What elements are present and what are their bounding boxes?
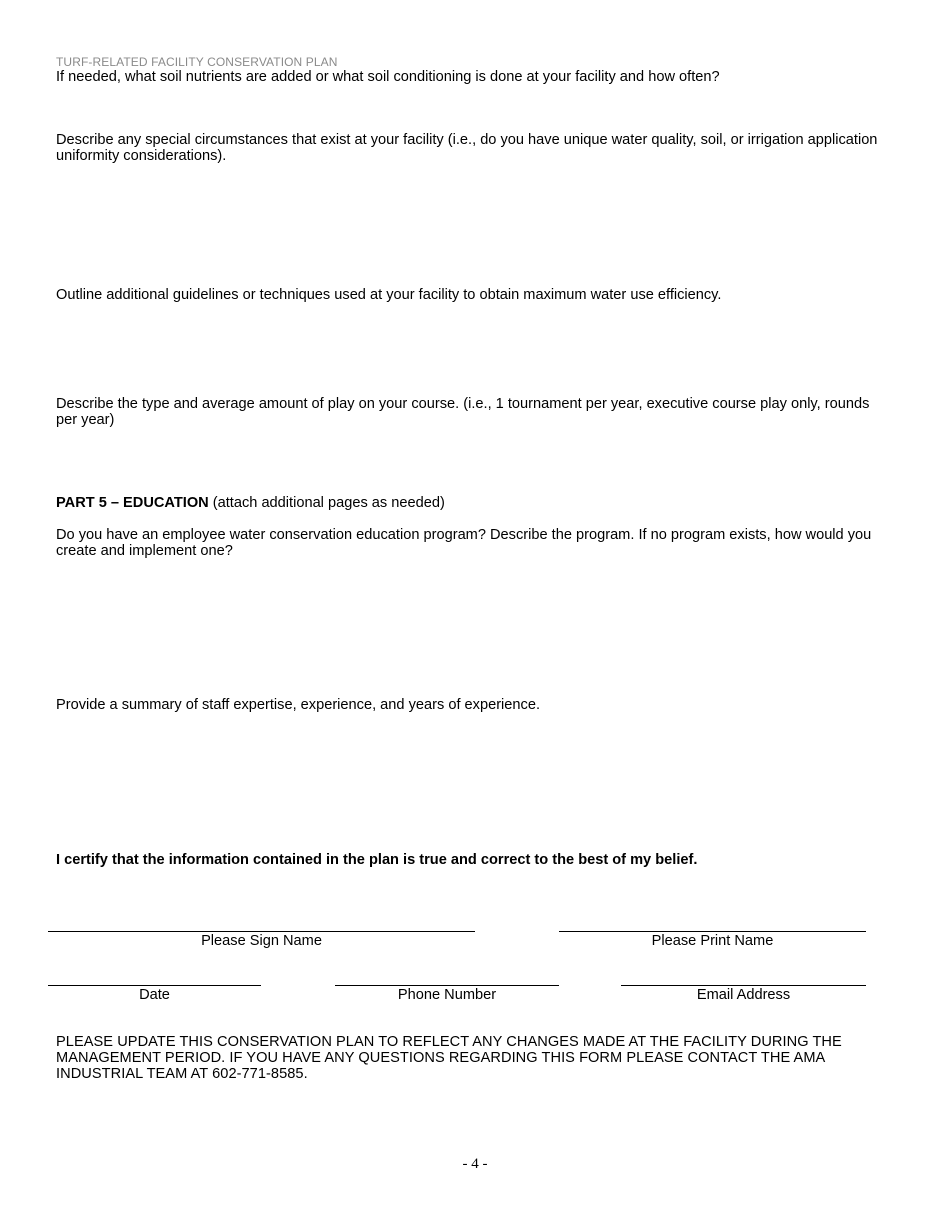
question-additional-guidelines: Outline additional guidelines or techniques used at your facility to obtain maximum water use efficiency. xyxy=(56,287,722,303)
date-label: Date xyxy=(139,987,170,1003)
part5-heading xyxy=(56,495,894,511)
email-label: Email Address xyxy=(696,987,791,1003)
question-type-of-play: Describe the type and average amount of play on your course. (i.e., 1 tournament per year, executive course play only, rounds per year) xyxy=(56,396,870,428)
update-notice: PLEASE UPDATE THIS CONSERVATION PLAN TO REFLECT ANY CHANGES MADE AT THE FACILITY DURING THE MANAGEMENT PERIOD. IF YOU HAVE ANY QUESTIONS REGARDING THIS FORM PLEASE CONTACT THE AMA INDUSTRIAL TEAM AT 602-771-8585. xyxy=(56,1034,842,1082)
sign-name-label: Please Sign Name xyxy=(201,933,322,949)
email-line xyxy=(621,985,866,986)
question-soil-nutrients: If needed, what soil nutrients are added or what soil conditioning is done at your facility and how often? xyxy=(56,69,720,85)
sign-name-line xyxy=(48,931,475,932)
part5-note: (attach additional pages as needed) xyxy=(208,495,445,511)
question-education-program: Do you have an employee water conservation education program? Describe the program. If no program exists, how would you create and implement one? xyxy=(56,527,872,559)
page-header: TURF-RELATED FACILITY CONSERVATION PLAN xyxy=(56,55,338,69)
part5-title: PART 5 – EDUCATION xyxy=(56,495,209,511)
page-number: - 4 - xyxy=(462,1156,488,1172)
print-name-label: Please Print Name xyxy=(651,933,774,949)
print-name-line xyxy=(559,931,866,932)
phone-line xyxy=(335,985,559,986)
date-line xyxy=(48,985,261,986)
phone-label: Phone Number xyxy=(397,987,497,1003)
certification-statement: I certify that the information contained in the plan is true and correct to the best of my belief. xyxy=(56,852,698,868)
question-staff-summary: Provide a summary of staff expertise, experience, and years of experience. xyxy=(56,697,541,713)
question-special-circumstances: Describe any special circumstances that exist at your facility (i.e., do you have unique water quality, soil, or irrigation application uniformity considerations). xyxy=(56,132,878,164)
